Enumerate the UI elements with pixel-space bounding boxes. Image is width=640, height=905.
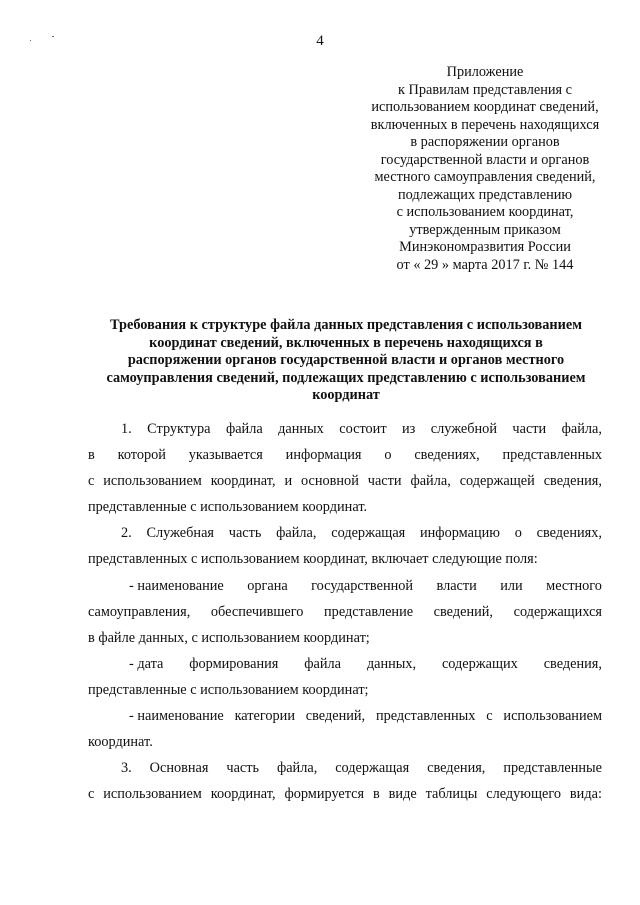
word: из	[402, 421, 416, 437]
word: 2.	[121, 525, 132, 542]
word: с	[88, 473, 95, 490]
title-line: самоуправления сведений, подлежащих представлению с использованием	[106, 369, 586, 386]
word: формирования	[189, 655, 279, 672]
word: данных	[278, 421, 324, 437]
word: виде	[388, 786, 417, 803]
word: содержащих	[441, 655, 518, 672]
word: содержащая	[331, 525, 406, 542]
appendix-line: включенных в перечень находящихся	[370, 116, 600, 133]
title-line: Требования к структуре файла данных представления с использованием	[110, 317, 582, 333]
appendix-line: использованием координат сведений,	[371, 99, 599, 115]
word: координат,	[210, 786, 276, 803]
word: основной	[301, 473, 359, 490]
word: часть	[226, 760, 260, 777]
word: местного	[546, 577, 602, 594]
word: сведения,	[427, 760, 486, 777]
word: файла,	[276, 525, 317, 542]
word: сведений,	[433, 603, 493, 620]
list-item-line	[88, 599, 602, 625]
word: указывается	[188, 447, 263, 464]
page-number: 4	[316, 33, 324, 49]
word: сведения,	[543, 655, 602, 672]
word: обеспечившего	[210, 603, 304, 620]
word: файла,	[410, 473, 451, 490]
word: содержащихся	[513, 603, 602, 620]
appendix-line: утвержденным приказом	[409, 221, 561, 238]
word: самоуправления,	[88, 603, 191, 620]
word: органа	[247, 577, 288, 594]
word: представление	[324, 603, 414, 620]
word: части	[512, 421, 547, 437]
word: представленные	[503, 760, 602, 777]
word: файла	[304, 655, 341, 672]
word: о	[514, 525, 522, 542]
word: сведения,	[543, 473, 602, 490]
word: - дата	[129, 655, 164, 672]
list-item-line	[88, 651, 602, 677]
paragraph-1-line	[88, 468, 602, 494]
paragraph-1-line: представленные с использованием координат.	[88, 499, 368, 516]
word: 1.	[121, 421, 132, 437]
paragraph-2-line	[88, 520, 602, 546]
paragraph-1-line	[88, 442, 602, 468]
word: следующего	[486, 786, 562, 803]
paragraph-3-line	[88, 755, 602, 781]
appendix-line: местного самоуправления сведений,	[374, 169, 596, 185]
word: государственной	[311, 577, 414, 594]
appendix-line: с использованием координат,	[396, 204, 574, 220]
paragraph-1-line	[88, 416, 602, 442]
paragraph-2-line: представленных с использованием координат, включает следующие поля:	[88, 551, 538, 568]
word: таблицы	[425, 786, 478, 803]
word: содержащей	[459, 473, 535, 490]
word: в	[373, 786, 380, 803]
word: информация	[285, 447, 362, 464]
title-line: координат	[312, 387, 380, 403]
word: и	[284, 473, 293, 490]
word: сведениях,	[414, 447, 480, 464]
word: с	[88, 786, 95, 803]
word: в	[88, 447, 95, 464]
word: состоит	[339, 421, 387, 437]
word: представленных	[502, 447, 602, 464]
word: власти	[436, 577, 477, 594]
title-line: распоряжении органов государственной власти и органов местного	[127, 352, 565, 368]
document-title	[88, 317, 604, 405]
word: Основная	[149, 760, 209, 777]
word: служебной	[430, 421, 497, 437]
document-body	[88, 416, 602, 807]
word: использованием	[103, 786, 202, 803]
word: - наименование	[129, 577, 224, 594]
word: использованием	[103, 473, 202, 490]
title-line: координат сведений, включенных в перечень находящихся в	[149, 334, 543, 351]
appendix-line: от « 29 » марта 2017 г. № 144	[396, 256, 574, 273]
word: данных,	[366, 655, 417, 672]
word: сведениях,	[536, 525, 602, 542]
appendix-header	[320, 64, 640, 274]
word: файла,	[276, 760, 318, 777]
word: файла	[225, 421, 263, 437]
word: - наименование	[129, 708, 224, 725]
word: содержащая	[335, 760, 410, 777]
word: Структура	[147, 421, 211, 437]
list-item-line: координат.	[88, 734, 153, 751]
word: о	[384, 447, 392, 464]
word: представленных	[375, 708, 476, 725]
word: Служебная	[146, 525, 214, 542]
word: сведений,	[305, 708, 366, 725]
appendix-line: государственной власти и органов	[380, 151, 590, 168]
list-item-line	[88, 703, 602, 729]
appendix-line: Приложение	[446, 64, 524, 80]
appendix-line: к Правилам представления с	[397, 81, 573, 98]
word: файла,	[561, 421, 602, 437]
word: с	[486, 708, 493, 725]
word: которой	[117, 447, 166, 464]
word: 3.	[121, 760, 132, 777]
word: или	[500, 577, 523, 594]
appendix-line: Минэкономразвития России	[399, 239, 571, 255]
word: использованием	[503, 708, 602, 725]
paragraph-3-line	[88, 781, 602, 807]
appendix-line: подлежащих представлению	[397, 186, 573, 203]
word: категории	[234, 708, 295, 725]
word: части	[367, 473, 402, 490]
word: вида:	[569, 786, 602, 803]
list-item-line	[88, 573, 602, 599]
word: формируется	[284, 786, 365, 803]
list-item-line: в файле данных, с использованием координат;	[88, 629, 370, 646]
word: информацию	[420, 525, 500, 542]
appendix-line: в распоряжении органов	[410, 134, 560, 150]
word: часть	[228, 525, 262, 542]
list-item-line: представленные с использованием координат;	[88, 681, 369, 698]
word: координат,	[210, 473, 276, 490]
